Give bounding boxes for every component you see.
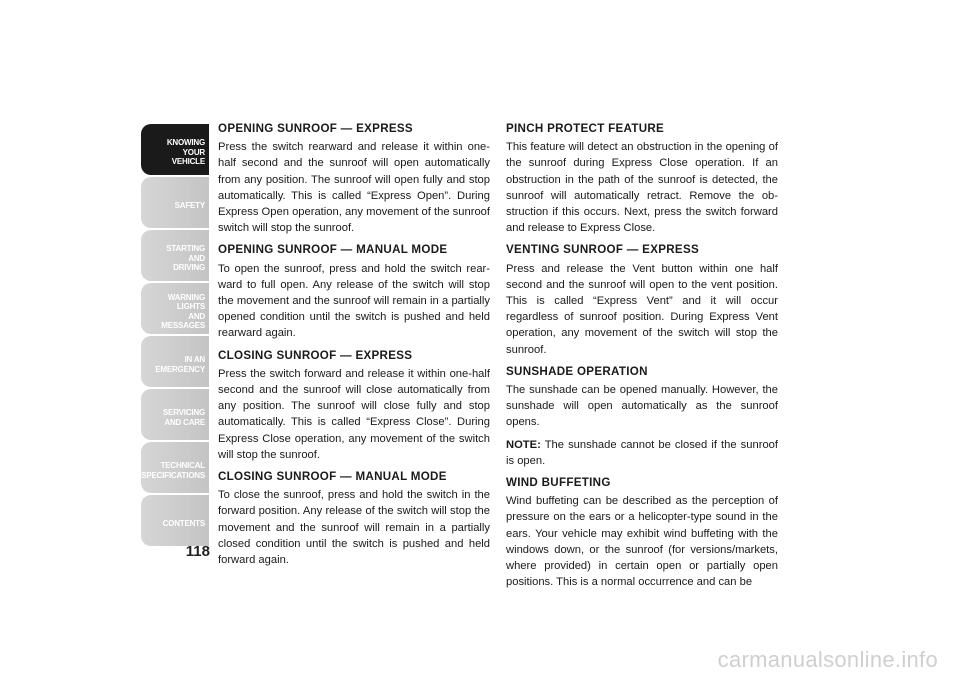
section-body: Press the switch rearward and release it within one-half second and the sunroof will open automatically from any position. The sunroof will open fully and stop automatically. This is called “Express Open”. During Express Open operation, any movement of the sunroof switch will stop the sunroof.: [218, 141, 490, 235]
section-body: The sunshade can be opened manually. However, the sunshade will open automatically as the sunroof opens.: [506, 384, 778, 429]
tab-technical-specifications[interactable]: TECHNICAL SPECIFICATIONS: [141, 442, 209, 493]
section-heading: WIND BUFFETING: [506, 476, 611, 490]
tab-in-an-emergency[interactable]: IN AN EMERGENCY: [141, 336, 209, 387]
left-column: [218, 121, 490, 574]
section-heading: VENTING SUNROOF — EXPRESS: [506, 243, 700, 257]
tab-warning-lights[interactable]: WARNING LIGHTS AND MESSAGES: [141, 283, 209, 334]
section-body: Wind buffeting can be described as the perception of pressure on the ears or a helicopter-type sound in the ears. Your vehicle may exhibit wind buffeting with the windows down, or the sunroof (for versions/markets, where provided) in certain open or partially open positions. This is a normal occurrence and can be: [506, 495, 778, 589]
tab-servicing-and-care[interactable]: SERVICING AND CARE: [141, 389, 209, 440]
section-tabs: [141, 124, 209, 548]
note-label: NOTE:: [506, 438, 541, 451]
watermark: carmanualsonline.info: [717, 647, 938, 672]
section-body: Press and release the Vent button within one half second and the sunroof will open to the vent position. This is called “Express Vent” and it will occur regardless of sunroof position. During Express Vent operation, any movement of the switch will stop the sunroof.: [506, 262, 778, 356]
section-body: Press the switch forward and release it within one-half second and the sunroof will close automatically from any position. The sunroof will close fully and stop automatically. This is called “Express Close”. During Express Close operation, any movement of the switch will stop the sunroof.: [218, 367, 490, 461]
tab-safety[interactable]: SAFETY: [141, 177, 209, 228]
section-heading: CLOSING SUNROOF — EXPRESS: [218, 348, 413, 362]
note-paragraph: [506, 437, 778, 469]
tab-knowing-your-vehicle[interactable]: KNOWING YOUR VEHICLE: [141, 124, 209, 175]
section-heading: SUNSHADE OPERATION: [506, 364, 648, 378]
section-body: This feature will detect an obstruction in the opening of the sunroof during Express Close operation. If an obstruction in the path of the sunroof is detected, the sunroof will automatically retract. Remove the ob-struction if this occurs. Next, press the switch forward and release to Express Close.: [506, 141, 778, 235]
right-column: [506, 121, 778, 596]
tab-starting-and-driving[interactable]: STARTING AND DRIVING: [141, 230, 209, 281]
tab-contents[interactable]: CONTENTS: [141, 495, 209, 546]
section-heading: PINCH PROTECT FEATURE: [506, 122, 665, 135]
page-number: 118: [185, 543, 210, 560]
section-heading: OPENING SUNROOF — EXPRESS: [218, 122, 413, 135]
section-body: To open the sunroof, press and hold the switch rear-ward to full open. Any release of the switch will stop the movement and the sunroof will remain in a partially opened condition until the switch is pushed and held rearward again.: [218, 262, 490, 340]
section-heading: OPENING SUNROOF — MANUAL MODE: [218, 243, 448, 257]
note-text: The sunshade cannot be closed if the sunroof is open.: [506, 438, 778, 467]
section-heading: CLOSING SUNROOF — MANUAL MODE: [218, 470, 447, 484]
section-body: To close the sunroof, press and hold the switch in the forward position. Any release of the switch will stop the movement and the sunroof will remain in a partially closed condition until the switch is pushed and held forward again.: [218, 489, 490, 567]
